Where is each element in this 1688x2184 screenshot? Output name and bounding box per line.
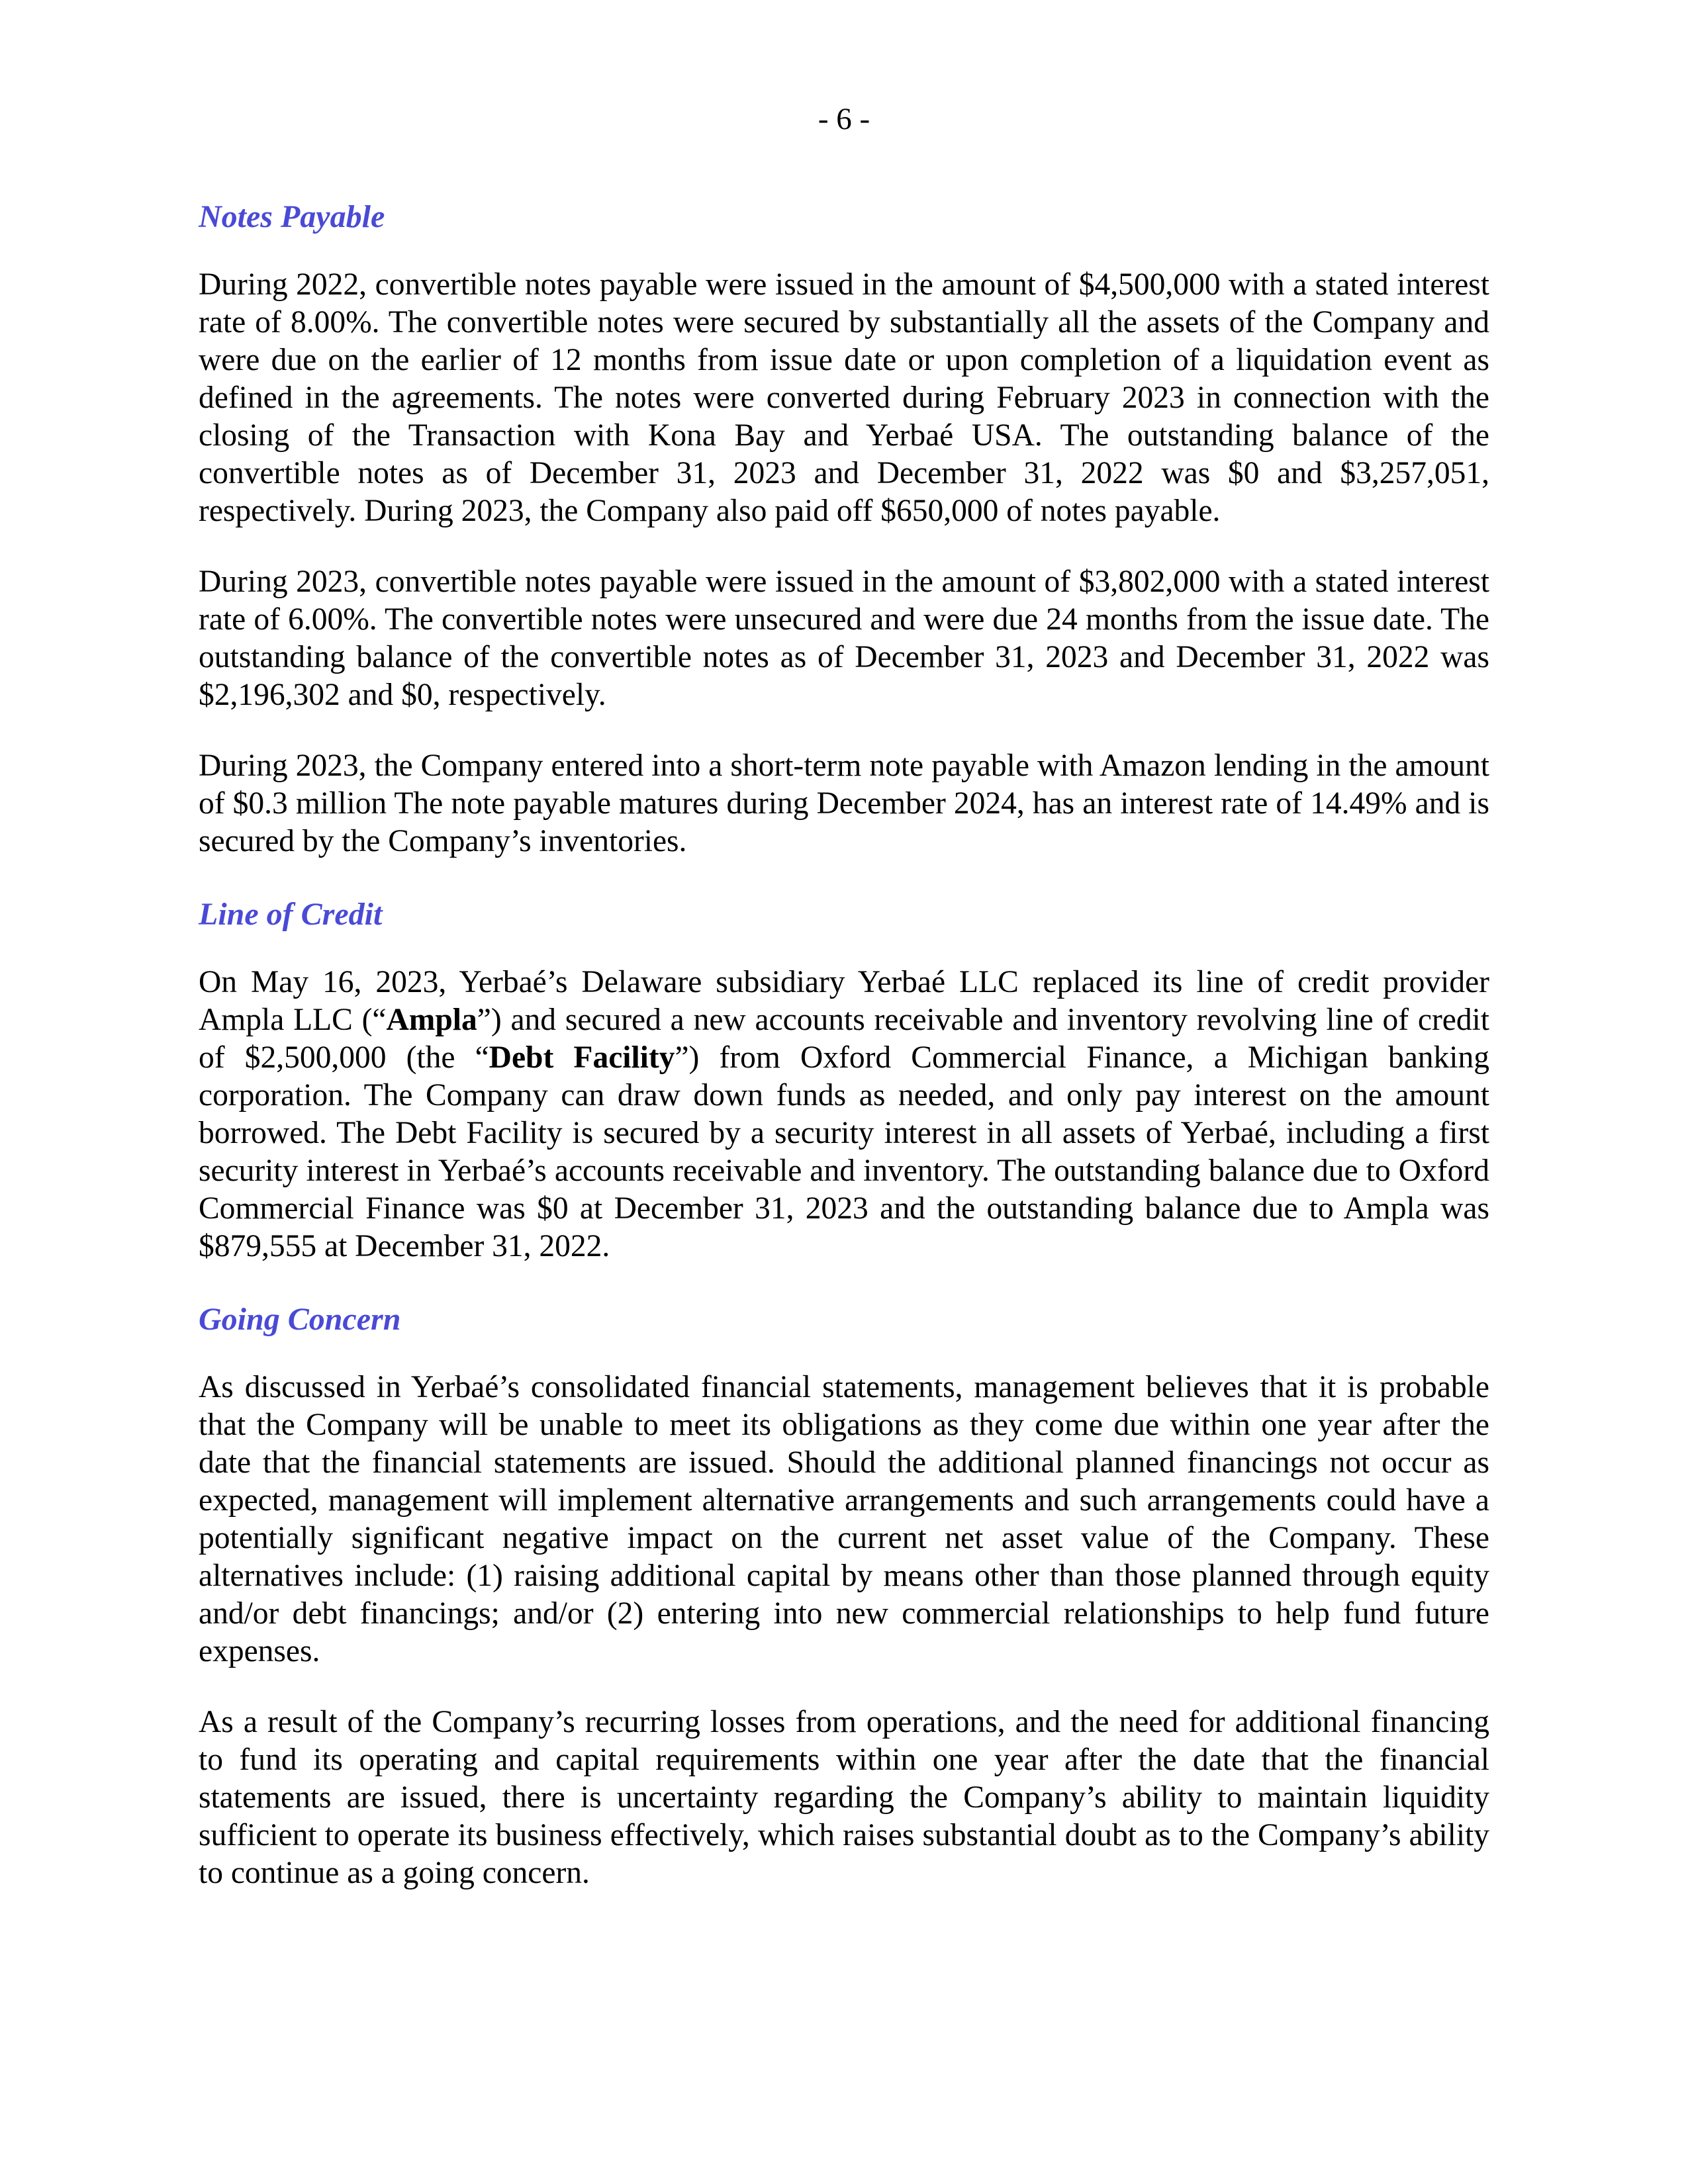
section-heading-line-of-credit: Line of Credit bbox=[199, 897, 383, 932]
page-number: - 6 - bbox=[818, 102, 870, 136]
document-body bbox=[199, 196, 1489, 1925]
paragraph: As a result of the Company’s recurring losses from operations, and the need for additional financing to fund its operating and capital requirements within one year after the date that the financial statements are issued, there is uncertainty regarding the Company’s ability to maintain liquidity sufficient to operate its business effectively, which raises substantial doubt as to the Company’s ability to continue as a going concern. bbox=[199, 1705, 1489, 1890]
paragraph: As discussed in Yerbaé’s consolidated financial statements, management believes that it is probable that the Company will be unable to meet its obligations as they come due within one year after the date that the financial statements are issued. Should the additional planned financings not occur as expected, management will implement alternative arrangements and such arrangements could have a potentially significant negative impact on the current net asset value of the Company. These alternatives include: (1) raising additional capital by means other than those planned through equity and/or debt financings; and/or (2) entering into new commercial relationships to help fund future expenses. bbox=[199, 1370, 1489, 1668]
paragraph: During 2023, convertible notes payable were issued in the amount of $3,802,000 with a stated interest rate of 6.00%. The convertible notes were unsecured and were due 24 months from the issue date. The outstanding balance of the convertible notes as of December 31, 2023 and December 31, 2022 was $2,196,302 and $0, respectively. bbox=[199, 565, 1489, 712]
paragraph: During 2022, convertible notes payable were issued in the amount of $4,500,000 with a stated interest rate of 8.00%. The convertible notes were secured by substantially all the assets of the Company and were due on the earlier of 12 months from issue date or upon completion of a liquidation event as defined in the agreements. The notes were converted during February 2023 in connection with the closing of the Transaction with Kona Bay and Yerbaé USA. The outstanding balance of the convertible notes as of December 31, 2023 and December 31, 2022 was $0 and $3,257,051, respectively. During 2023, the Company also paid off $650,000 of notes payable. bbox=[199, 267, 1489, 528]
paragraph: During 2023, the Company entered into a short-term note payable with Amazon lending in the amount of $0.3 million The note payable matures during December 2024, has an interest rate of 14.49% and is secured by the Company’s inventories. bbox=[199, 749, 1489, 858]
text-run: On May 16, 2023, Yerbaé’s Delaware subsidiary Yerbaé LLC replaced its line of credit provider Ampla LLC (“ bbox=[199, 965, 1489, 1037]
defined-term: Debt Facility bbox=[489, 1040, 675, 1075]
text-run: ”) and secured a new accounts receivable and inventory revolving line of credit of $2,500,000 (the “ bbox=[199, 1003, 1489, 1075]
section-heading-going-concern: Going Concern bbox=[199, 1302, 401, 1337]
section-heading-notes-payable: Notes Payable bbox=[199, 199, 385, 234]
defined-term: Ampla bbox=[386, 1003, 477, 1037]
text-run: ”) from Oxford Commercial Finance, a Michigan banking corporation. The Company can draw down funds as needed, and only pay interest on the amount borrowed. The Debt Facility is secured by a security interest in all assets of Yerbaé, including a first security interest in Yerbaé’s accounts receivable and inventory. The outstanding balance due to Oxford Commercial Finance was $0 at December 31, 2023 and the outstanding balance due to Ampla was $879,555 at December 31, 2022. bbox=[199, 1040, 1489, 1263]
paragraph bbox=[199, 964, 1489, 1265]
